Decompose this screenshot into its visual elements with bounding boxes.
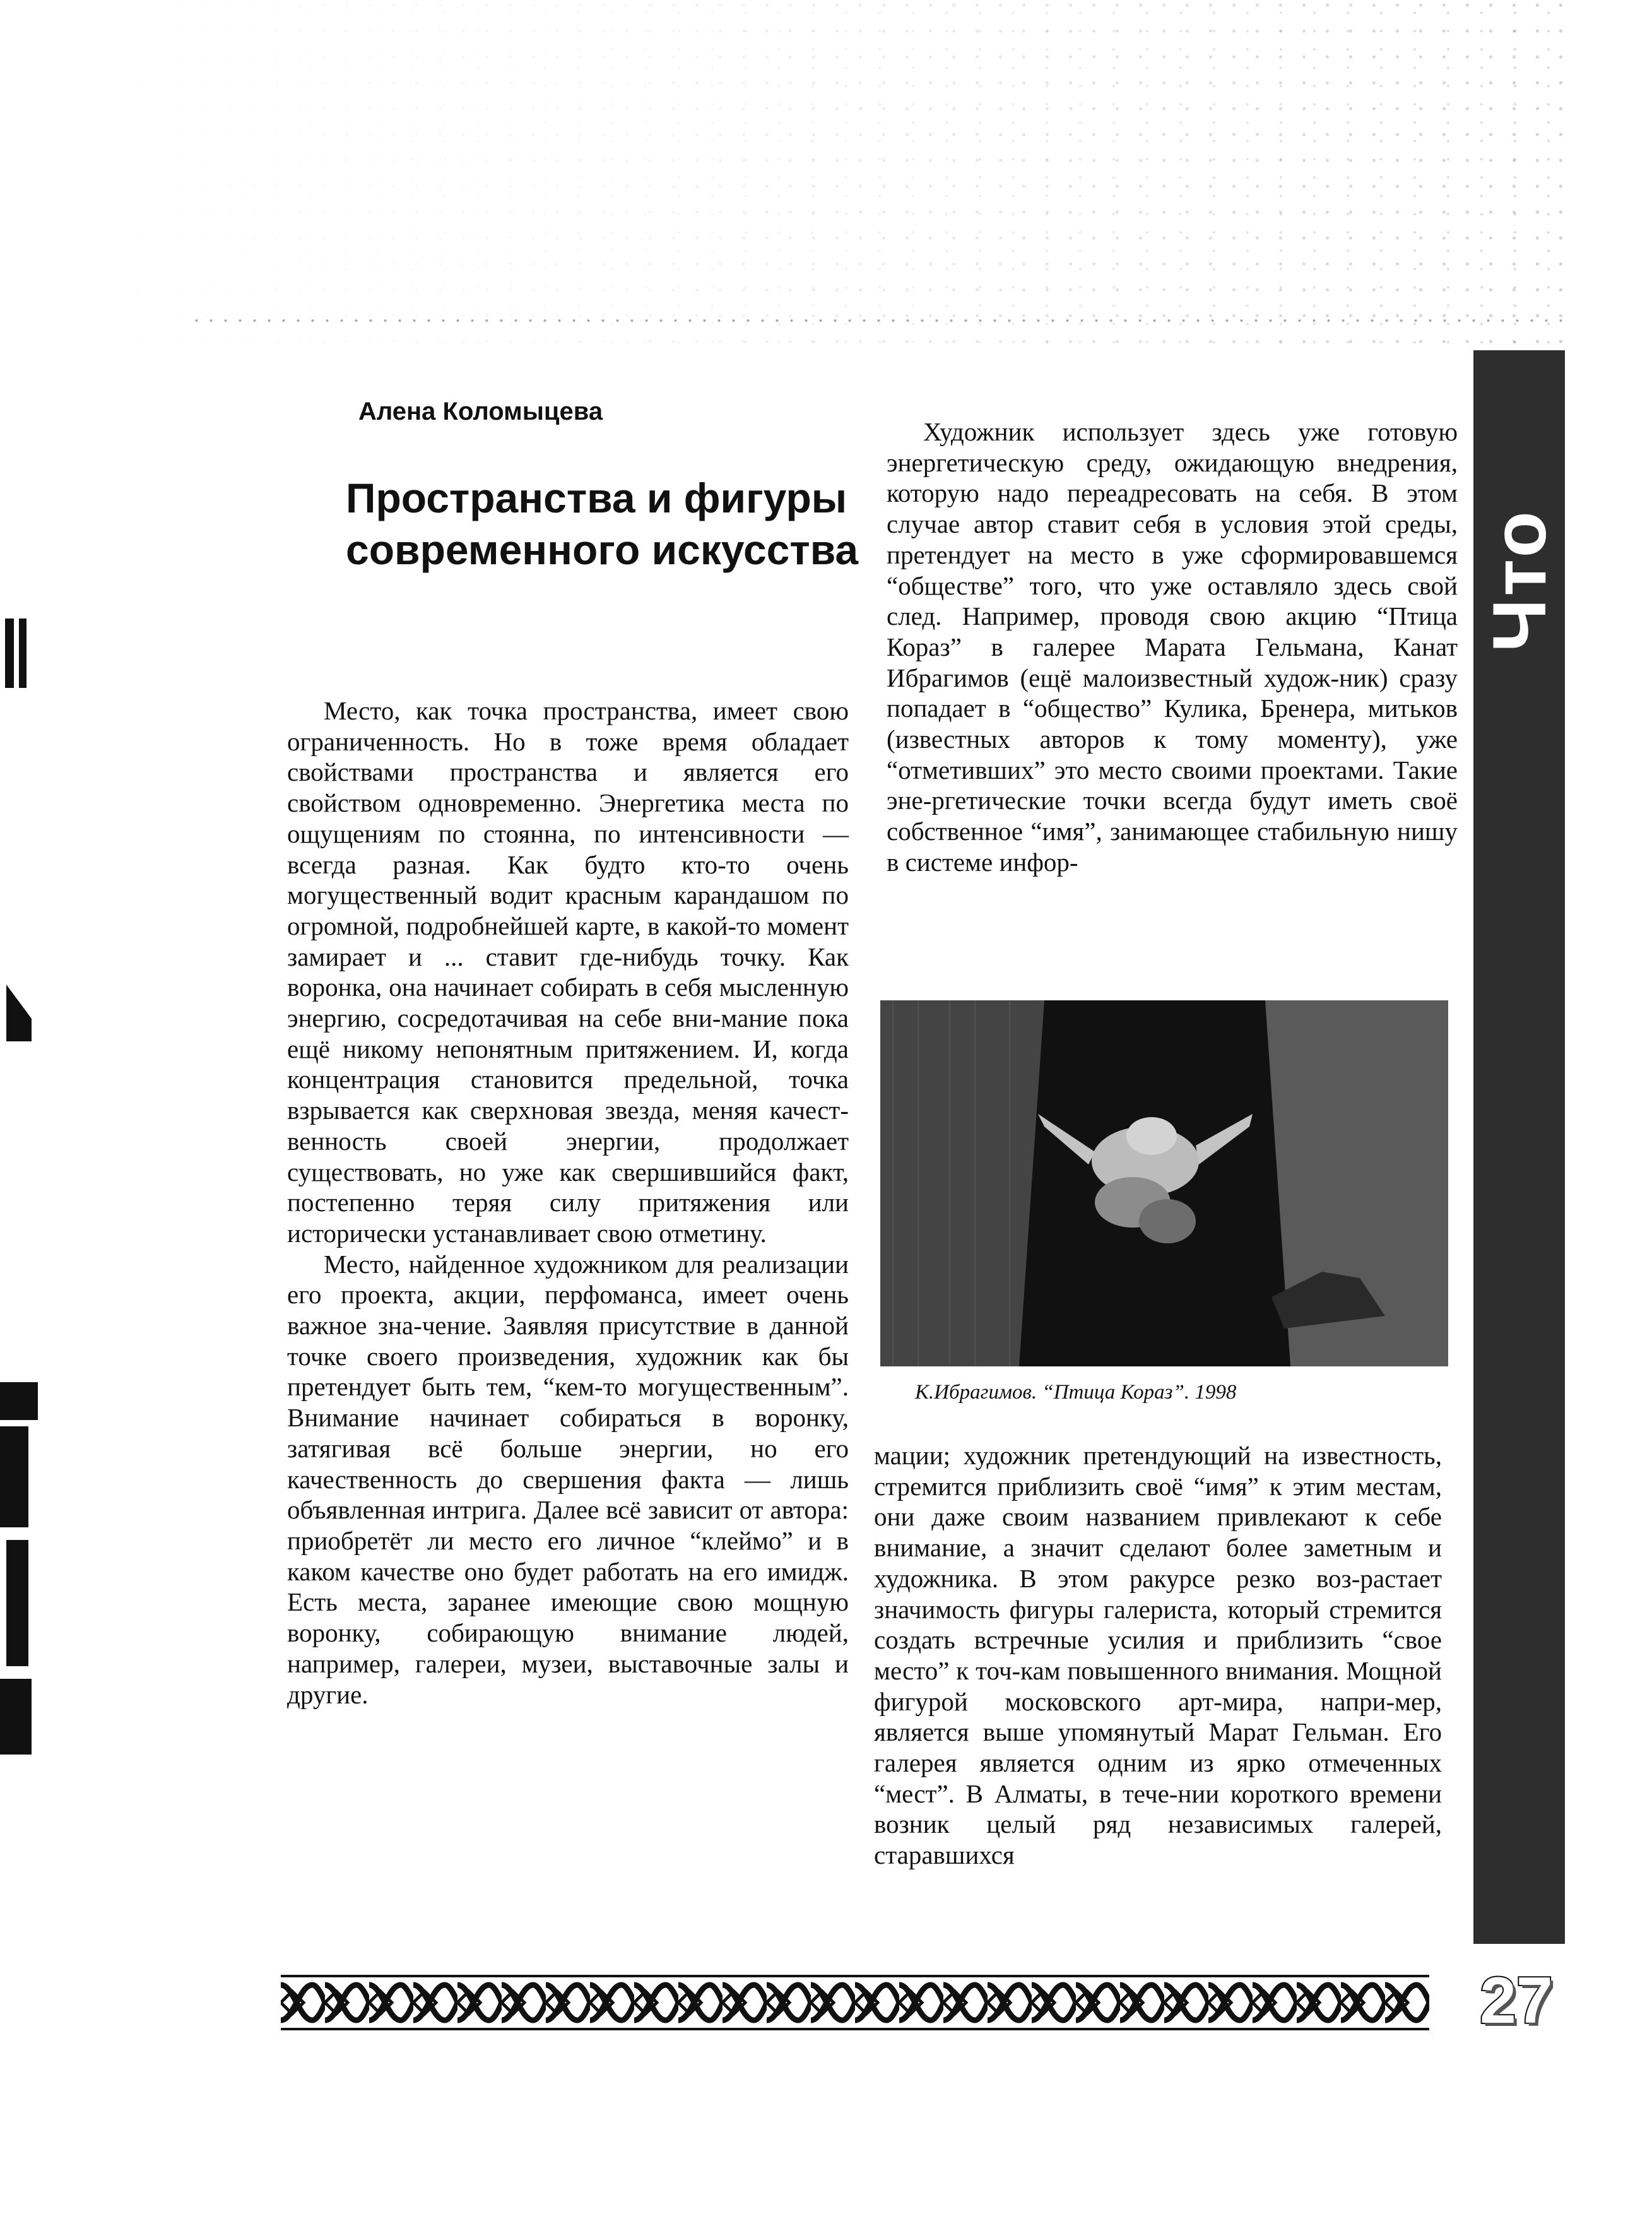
- section-label: Что было: [1477, 473, 1650, 689]
- article-title: Пространства и фигуры современного искусства: [346, 475, 859, 573]
- left-column: [287, 696, 849, 1710]
- right-column-bottom: [874, 1440, 1442, 1871]
- paragraph: Место, как точка пространства, имеет свою ограниченность. Но в тоже время обладает свойствами пространства и является его свойством одновременно. Энергетика места по ощущениям по стоянна, по интенсивности — всегда разная. Как будто кто-то очень могущественный водит красным карандашом по огромной, подробнейшей карте, в какой-то момент замирает и ... ставит где-нибудь точку. Как воронка, она начинает собирать в себя мысленную энергию, сосредотачивая на себе вни-мание пока ещё никому непонятным притяжением. И, когда концентрация становится предельной, точка взрывается как сверхновая звезда, меняя качест-венность своей энергии, продолжает существовать, но уже как свершившийся факт, постепенно теряя силу притяжения или исторически устанавливает свою отметину.: [287, 696, 849, 1248]
- page-number: 27: [1480, 1964, 1553, 2037]
- photo-caption: К.Ибрагимов. “Птица Кораз”. 1998: [915, 1381, 1237, 1404]
- paragraph: Художник использует здесь уже готовую энергетическую среду, ожидающую внедрения, которую надо переадресовать на себя. В этом случае автор ставит себя в условия этой среды, претендует на место в уже сформировавшемся “обществе” того, что уже оставляло здесь свой след. Например, проводя свою акцию “Птица Кораз” в галерее Марата Гельмана, Канат Ибрагимов (ещё малоизвестный худож-ник) сразу попадает в “общество” Кулика, Бренера, митьков (известных авторов к тому моменту), уже “отметивших” это место своими проектами. Такие эне-ргетические точки всегда будут иметь своё собственное “имя”, занимающее стабильную нишу в системе инфор-: [887, 417, 1458, 877]
- scan-dotted-line: [189, 316, 1565, 326]
- scan-edge-marks: [0, 606, 44, 1994]
- article-photo: [880, 1000, 1448, 1366]
- photo-image: [880, 1000, 1448, 1366]
- paragraph: мации; художник претендующий на известность, стремится приблизить своё “имя” к этим местам, они даже своим названием привлекают к себе внимание, а значит сделают более заметным и художника. В этом ракурсе резко воз-растает значимость фигуры галериста, который стремится создать встречные усилия и приблизить “свое место” к точ-кам повышенного внимания. Мощной фигурой московского арт-мира, напри-мер, является выше упомянутый Марат Гельман. Его галерея является одним из ярко отмеченных “мест”. В Алматы, в тече-нии короткого времени возник целый ряд независимых галерей, старавшихся: [874, 1441, 1442, 1870]
- ornament-border: [281, 1972, 1429, 2033]
- right-column-top: [887, 417, 1458, 878]
- article-author: Алена Коломыцева: [358, 398, 603, 425]
- paragraph: Место, найденное художником для реализации его проекта, акции, перфоманса, имеет очень важное зна-чение. Заявляя присутствие в данной точке своего произведения, художник как бы претендует быть тем, “кем-то могущественным”. Внимание начинает собираться в воронку, затягивая всё больше энергии, но его качественность до свершения факта — лишь объявленная интрига. Далее всё зависит от автора: приобретёт ли место его личное “клеймо” и в каком качестве оно будет работать на его имидж. Есть места, заранее имеющие свою мощную воронку, собирающую внимание людей, например, галереи, музеи, выставочные залы и другие.: [287, 1249, 849, 1709]
- scan-noise-top: [0, 0, 1565, 353]
